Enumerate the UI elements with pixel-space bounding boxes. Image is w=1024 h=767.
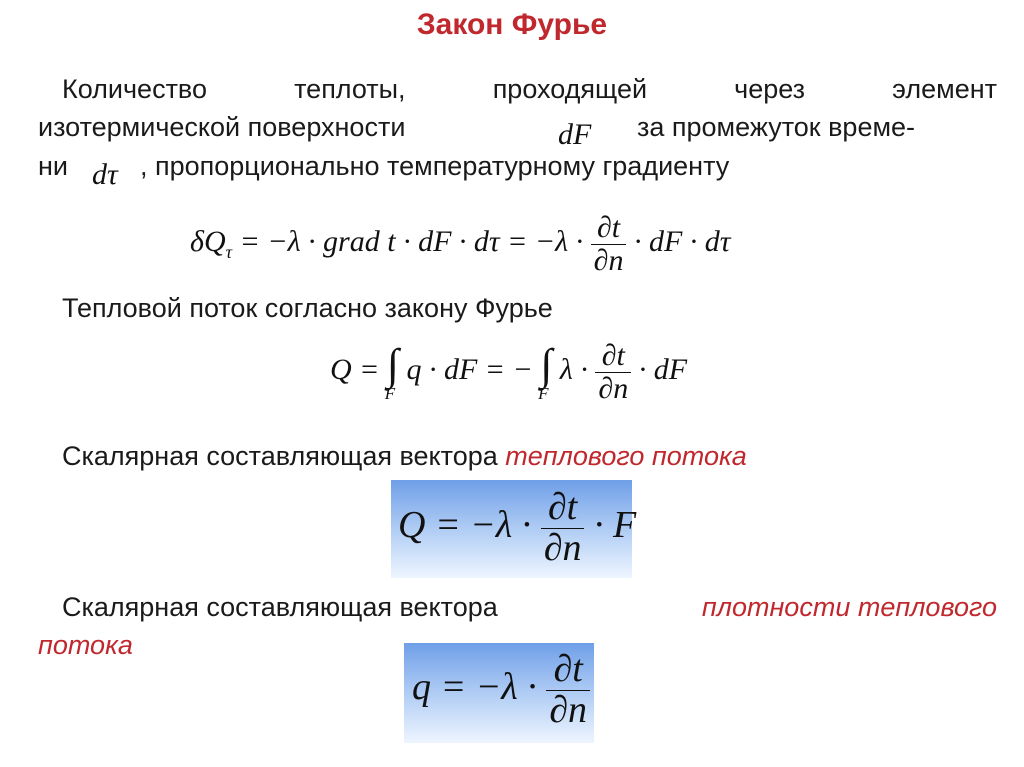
equation-scalar-heat-flow [398, 488, 636, 569]
eq2-den: ∂n [598, 371, 629, 405]
eq2-fraction [595, 340, 631, 404]
integral-symbol [384, 340, 399, 403]
p1-word: Количество [62, 74, 207, 104]
eq1-den: ∂n [593, 243, 624, 277]
integral-symbol [538, 340, 553, 403]
p4-line1 [62, 588, 997, 626]
p3-highlight: теплового потока [505, 441, 747, 471]
eq1-part2: · dF · dτ [633, 224, 731, 258]
eq4-lhs: q = −λ · [412, 666, 537, 709]
p3-text: Скалярная составляющая вектора [62, 441, 498, 471]
integral-sub: F [538, 384, 549, 403]
symbol-dtau: dτ [92, 158, 118, 191]
integral-sub: F [384, 384, 396, 403]
eq4-num: ∂t [546, 650, 590, 691]
eq3-lhs: Q = −λ · [398, 504, 532, 547]
integral-sign: ∫ [386, 340, 399, 389]
p1-line3-a: ни [38, 151, 68, 181]
eq2-part2: λ · [559, 352, 588, 386]
p1-line3-b: , пропорционально температурному градиенту [140, 151, 730, 181]
integral-sign: ∫ [540, 340, 553, 389]
eq3-fraction [541, 488, 585, 569]
eq1-fraction [591, 212, 627, 276]
p1-line1 [62, 70, 997, 108]
p1-word: теплоты, [294, 74, 406, 104]
eq4-fraction [546, 650, 590, 731]
paragraph-heat-flux-density [62, 588, 997, 626]
eq3-den: ∂n [543, 526, 582, 569]
eq1-lhs-sub: τ [225, 241, 233, 262]
paragraph-scalar-heat-flow [62, 437, 747, 475]
p1-line2-a: изотермической поверхности [38, 112, 406, 142]
eq1-num: ∂t [591, 212, 627, 245]
p4-highlight-1: плотности теплового [701, 592, 997, 622]
eq1-part1: = −λ · grad t · dF · dτ = −λ · [239, 224, 584, 258]
eq2-part3: · dF [638, 352, 688, 386]
p1-word: проходящей [492, 74, 648, 104]
eq1-lhs: δQ [190, 224, 226, 258]
p1-word: элемент [892, 74, 997, 104]
eq4-den: ∂n [549, 688, 588, 731]
slide-title: Закон Фурье [416, 8, 608, 41]
eq2-part1: q · dF = − [406, 352, 533, 386]
equation-heat-flux-density [412, 650, 590, 731]
equation-heat-flow-integral [330, 340, 687, 404]
paragraph-heat-quantity [62, 70, 997, 108]
paragraph-heat-flow: Тепловой поток согласно закону Фурье [62, 293, 553, 323]
eq2-num: ∂t [595, 340, 631, 373]
p1-word: через [734, 74, 806, 104]
symbol-dF: dF [558, 118, 592, 151]
eq3-num: ∂t [541, 488, 585, 529]
p4-text: Скалярная составляющая вектора [62, 592, 498, 622]
eq3-rhs: · F [593, 504, 637, 547]
p4-highlight-2: потока [38, 630, 133, 660]
equation-heat-quantity [190, 212, 731, 276]
p1-line2-b: за промежуток време- [637, 112, 916, 142]
eq2-lhs: Q = [330, 352, 380, 386]
